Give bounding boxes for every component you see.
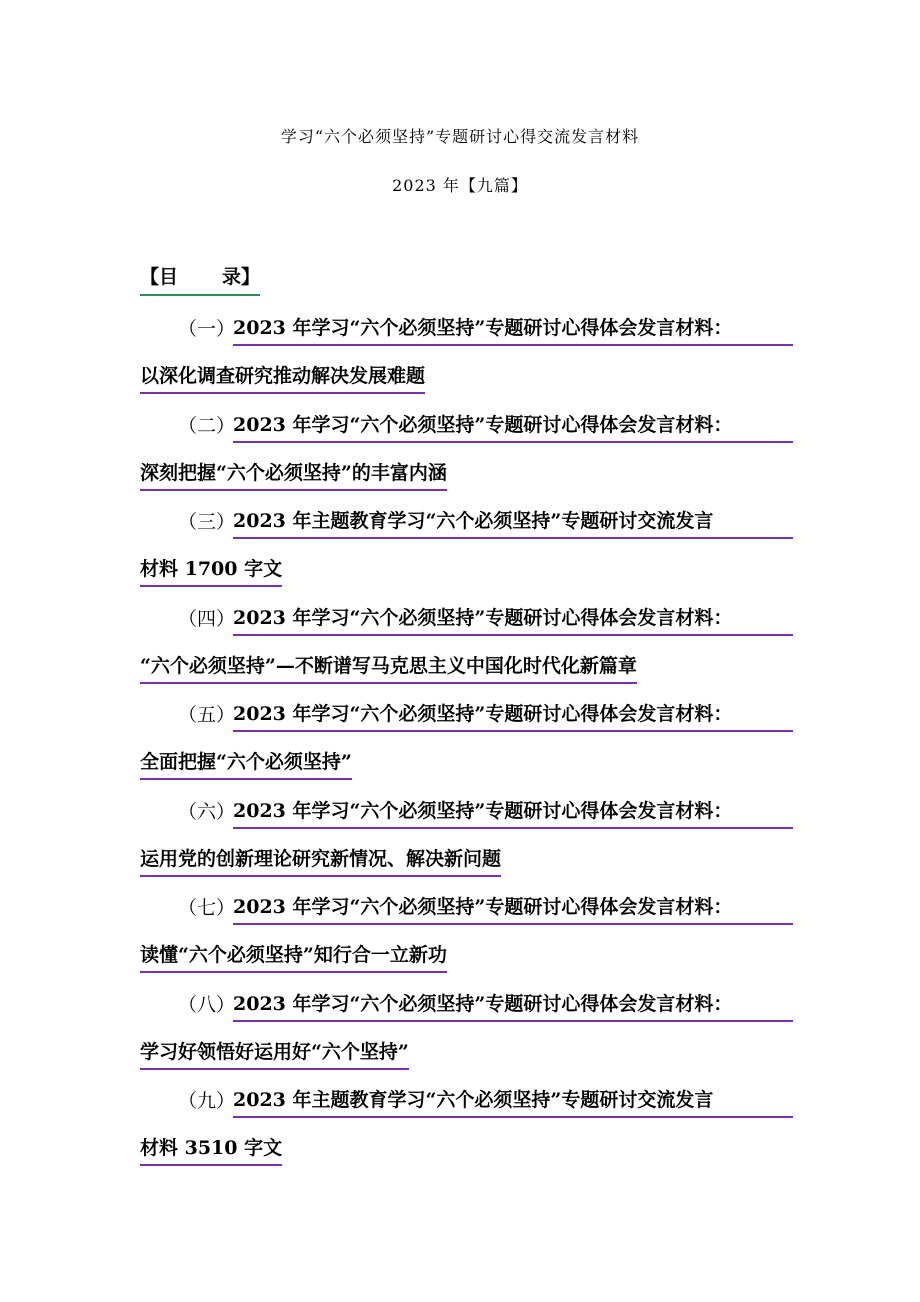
toc-entry-1 bbox=[140, 312, 800, 409]
toc-entry-link-continued[interactable]: 材料 1700 字文 bbox=[140, 553, 282, 587]
toc-entry-number: （三） bbox=[178, 511, 236, 533]
toc-entry-link[interactable]: 2023 年学习“六个必须坚持”专题研讨心得体会发言材料： bbox=[233, 312, 793, 346]
toc-entry-number: （八） bbox=[178, 993, 236, 1016]
toc-heading-left: 【目 bbox=[140, 266, 179, 288]
toc-entry-link[interactable]: 2023 年学习“六个必须坚持”专题研讨心得体会发言材料： bbox=[233, 409, 793, 443]
toc-entry-link-continued[interactable]: 学习好领悟好运用好“六个坚持” bbox=[140, 1036, 409, 1070]
toc-entry-link[interactable]: 2023 年主题教育学习“六个必须坚持”专题研讨交流发言 bbox=[233, 1084, 793, 1118]
toc-entry-link-continued[interactable]: 深刻把握“六个必须坚持”的丰富内涵 bbox=[140, 457, 447, 491]
toc-entry-link[interactable]: 2023 年学习“六个必须坚持”专题研讨心得体会发言材料： bbox=[233, 891, 793, 925]
toc-entry-link[interactable]: 2023 年学习“六个必须坚持”专题研讨心得体会发言材料： bbox=[233, 602, 793, 636]
toc-entry-3 bbox=[140, 505, 800, 602]
document-title-line1: 学习“六个必须坚持”专题研讨心得交流发言材料 bbox=[280, 127, 640, 146]
toc-entry-2 bbox=[140, 409, 800, 506]
toc-entry-4 bbox=[140, 602, 800, 699]
toc-entry-number: （七） bbox=[178, 897, 236, 919]
toc-entry-6 bbox=[140, 795, 800, 892]
toc-entry-link-continued[interactable]: 材料 3510 字文 bbox=[140, 1132, 282, 1166]
document-title-line2: 2023 年【九篇】 bbox=[392, 176, 528, 195]
toc-entry-link-continued[interactable]: 运用党的创新理论研究新情况、解决新问题 bbox=[140, 843, 501, 877]
toc-heading-right: 录】 bbox=[222, 266, 261, 288]
toc-entry-number: （五） bbox=[178, 704, 236, 726]
toc-entry-link-continued[interactable]: 全面把握“六个必须坚持” bbox=[140, 746, 352, 780]
toc-entry-link-continued[interactable]: “六个必须坚持”—不断谱写马克思主义中国化时代化新篇章 bbox=[140, 650, 637, 684]
toc-entry-8 bbox=[140, 988, 800, 1085]
toc-entry-7 bbox=[140, 891, 800, 988]
toc-entry-number: （六） bbox=[178, 800, 236, 823]
toc-entry-number: （四） bbox=[178, 607, 236, 630]
toc-heading bbox=[140, 262, 260, 296]
toc-entry-link-continued[interactable]: 以深化调查研究推动解决发展难题 bbox=[140, 360, 425, 394]
toc-entry-link-continued[interactable]: 读懂“六个必须坚持”知行合一立新功 bbox=[140, 939, 447, 973]
toc-entry-9 bbox=[140, 1084, 800, 1181]
toc-entry-number: （一） bbox=[178, 318, 236, 340]
toc-entry-link[interactable]: 2023 年学习“六个必须坚持”专题研讨心得体会发言材料： bbox=[233, 795, 793, 829]
toc-entry-link[interactable]: 2023 年学习“六个必须坚持”专题研讨心得体会发言材料： bbox=[233, 988, 793, 1022]
toc-entry-5 bbox=[140, 698, 800, 795]
toc-entry-link[interactable]: 2023 年主题教育学习“六个必须坚持”专题研讨交流发言 bbox=[233, 505, 793, 539]
toc-entry-number: （九） bbox=[178, 1090, 236, 1112]
toc-entry-number: （二） bbox=[178, 414, 236, 437]
table-of-contents bbox=[140, 312, 800, 1181]
toc-entry-link[interactable]: 2023 年学习“六个必须坚持”专题研讨心得体会发言材料： bbox=[233, 698, 793, 732]
